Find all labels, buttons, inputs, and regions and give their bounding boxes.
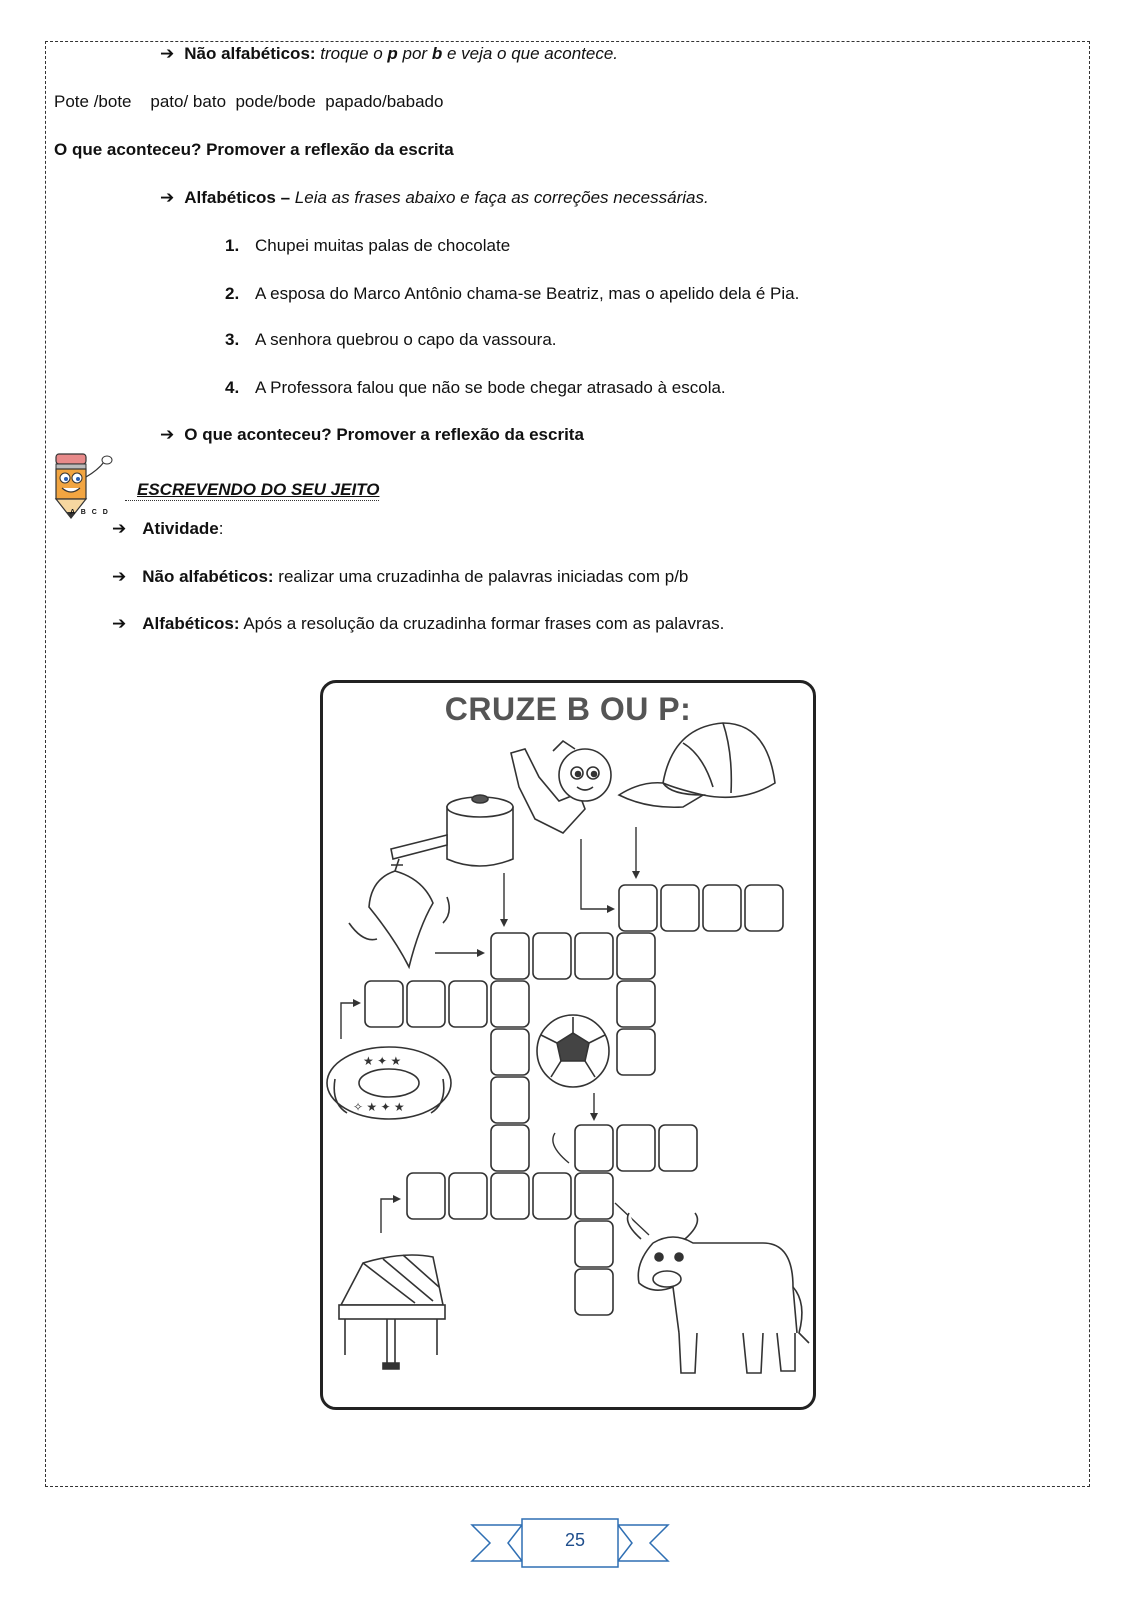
task1-text: realizar uma cruzadinha de palavras iniciadas com p/b xyxy=(273,567,689,586)
cell xyxy=(703,885,741,931)
activity-label: Atividade xyxy=(142,519,219,538)
arrow-right-icon: ➔ xyxy=(160,425,175,444)
crossword-puzzle xyxy=(320,680,816,1410)
question-2: O que aconteceu? Promover a reflexão da escrita xyxy=(184,425,584,444)
sentence-number: 4. xyxy=(225,378,240,397)
section1-instr-a: troque o xyxy=(320,44,388,63)
cell xyxy=(491,1077,529,1123)
svg-text:✧ ★ ✦ ★: ✧ ★ ✦ ★ xyxy=(353,1100,405,1114)
writing-heading: ESCREVENDO DO SEU JEITO xyxy=(125,480,379,501)
arrow-right-icon: ➔ xyxy=(112,519,127,538)
puzzle-title: CRUZE B OU P: xyxy=(444,691,692,727)
sentence-text: A Professora falou que não se bode chegar atrasado à escola. xyxy=(255,378,726,397)
svg-text:★ ✦ ★: ★ ✦ ★ xyxy=(363,1054,402,1068)
activity-line xyxy=(112,518,224,540)
question-1: O que aconteceu? Promover a reflexão da escrita xyxy=(54,140,454,159)
sentence-3 xyxy=(225,329,557,351)
sentence-number: 3. xyxy=(225,330,240,349)
cell xyxy=(659,1125,697,1171)
page-number: 25 xyxy=(564,1530,586,1550)
cell xyxy=(491,1125,529,1171)
cell xyxy=(491,1029,529,1075)
letter-b: b xyxy=(431,44,443,63)
letter-p: p xyxy=(387,44,398,63)
sentence-1 xyxy=(225,235,510,257)
cell xyxy=(575,1269,613,1315)
ox-icon xyxy=(628,1213,810,1373)
cell xyxy=(617,1029,655,1075)
arrow-right-icon xyxy=(581,839,611,909)
section2-line xyxy=(160,187,709,209)
sentence-2 xyxy=(225,283,799,305)
sentence-text: Chupei muitas palas de chocolate xyxy=(255,236,511,255)
sentence-text: A esposa do Marco Antônio chama-se Beatriz, mas o apelido dela é Pia. xyxy=(255,284,800,303)
arrow-right-icon xyxy=(381,1199,397,1233)
section1-label: Não alfabéticos: xyxy=(184,44,316,63)
arrow-right-icon xyxy=(341,1003,357,1039)
sentence-text: A senhora quebrou o capo da vassoura. xyxy=(255,330,557,349)
task-2 xyxy=(112,613,724,635)
cell xyxy=(745,885,783,931)
activity-colon: : xyxy=(218,519,224,538)
cell xyxy=(575,1173,613,1219)
cell xyxy=(617,933,655,979)
cell xyxy=(491,933,529,979)
soccer-ball-icon xyxy=(537,1015,609,1087)
cell xyxy=(449,1173,487,1219)
sentence-number: 2. xyxy=(225,284,240,303)
pencil-letters: A B C D xyxy=(70,509,110,516)
crossword-drawing xyxy=(323,683,813,1407)
cell xyxy=(619,885,657,931)
cell xyxy=(617,1125,655,1171)
sentence-number: 1. xyxy=(225,236,240,255)
cell xyxy=(661,885,699,931)
arrow-right-icon: ➔ xyxy=(112,567,127,586)
cell xyxy=(491,1173,529,1219)
task-1 xyxy=(112,566,688,588)
baby-icon xyxy=(511,741,611,833)
cell xyxy=(617,981,655,1027)
swim-ring-icon xyxy=(327,1047,451,1119)
question-2-line xyxy=(160,424,584,446)
word-pairs: Pote /bote pato/ bato pode/bode papado/babado xyxy=(54,92,444,111)
section1-line xyxy=(160,43,618,65)
section1-instr-b: por xyxy=(397,44,432,63)
cell xyxy=(575,1125,613,1171)
piano-icon xyxy=(339,1255,445,1369)
task2-label: Alfabéticos: xyxy=(142,614,240,633)
arrow-right-icon xyxy=(553,1133,569,1163)
cell xyxy=(533,933,571,979)
section2-label: Alfabéticos – xyxy=(184,188,295,207)
section1-instr-c: e veja o que acontece. xyxy=(442,44,619,63)
cell xyxy=(365,981,403,1027)
arrow-right-icon: ➔ xyxy=(112,614,127,633)
cell xyxy=(575,1221,613,1267)
task1-label: Não alfabéticos: xyxy=(142,567,274,586)
task2-text: Após a resolução da cruzadinha formar frases com as palavras. xyxy=(239,614,725,633)
spinning-top-icon xyxy=(349,859,449,967)
cell xyxy=(407,1173,445,1219)
arrow-right-icon: ➔ xyxy=(160,188,175,207)
sentence-4 xyxy=(225,377,726,399)
cell xyxy=(449,981,487,1027)
cell xyxy=(575,933,613,979)
cap-icon xyxy=(619,723,775,807)
cell xyxy=(491,981,529,1027)
arrow-right-icon: ➔ xyxy=(160,44,175,63)
cell xyxy=(533,1173,571,1219)
pot-icon xyxy=(391,795,513,866)
cell xyxy=(407,981,445,1027)
section2-instruction: Leia as frases abaixo e faça as correções necessárias. xyxy=(294,188,709,207)
